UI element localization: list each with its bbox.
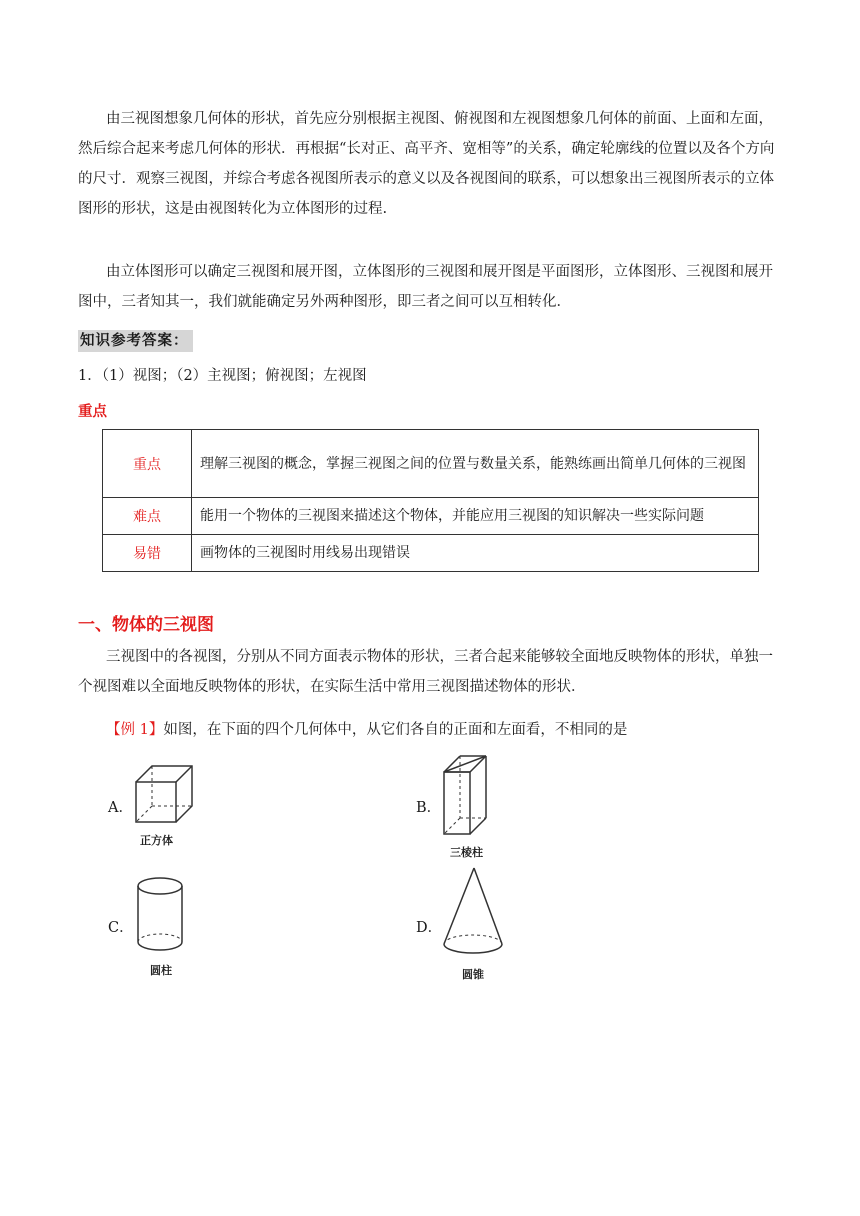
table-row — [103, 535, 759, 572]
option-d-caption: 圆锥 — [462, 968, 484, 981]
row-label: 重点 — [103, 430, 192, 498]
option-c-caption: 圆柱 — [150, 964, 172, 977]
intro-paragraph-1: 由三视图想象几何体的形状，首先应分别根据主视图、俯视图和左视图想象几何体的前面、上面和左面，然后综合起来考虑几何体的形状．再根据“长对正、高平齐、宽相等”的关系，确定轮廓线的位置以及各个方向的尺寸．观察三视图，并综合考虑各视图所表示的意义以及各视图间的联系，可以想象出三视图所表示的立体图形的形状，这是由视图转化为立体图形的过程. — [78, 111, 775, 217]
table-row — [103, 498, 759, 535]
row-content: 能用一个物体的三视图来描述这个物体，并能应用三视图的知识解决一些实际问题 — [192, 498, 759, 535]
table-row — [103, 430, 759, 498]
row-label: 难点 — [103, 498, 192, 535]
row-content: 理解三视图的概念，掌握三视图之间的位置与数量关系，能熟练画出简单几何体的三视图 — [192, 430, 759, 498]
intro-paragraph-2: 由立体图形可以确定三视图和展开图，立体图形的三视图和展开图是平面图形，立体图形、三视图和展开图中，三者知其一，我们就能确定另外两种图形，即三者之间可以互相转化． — [78, 264, 773, 310]
triangular-prism-icon — [440, 752, 496, 840]
cube-icon — [130, 760, 200, 832]
key-points-table — [102, 429, 759, 572]
option-d-letter: D． — [416, 920, 443, 936]
key-points-heading: 重点 — [78, 403, 107, 420]
row-label: 易错 — [103, 535, 192, 572]
section-title: 一、物体的三视图 — [78, 615, 214, 635]
example-tag: 【例 1】 — [106, 722, 164, 738]
cone-icon — [440, 866, 506, 962]
row-content: 画物体的三视图时用线易出现错误 — [192, 535, 759, 572]
cylinder-icon — [134, 874, 190, 956]
option-c-letter: C． — [108, 920, 134, 936]
section-paragraph: 三视图中的各视图，分别从不同方面表示物体的形状，三者合起来能够较全面地反映物体的形状，单独一个视图难以全面地反映物体的形状，在实际生活中常用三视图描述物体的形状． — [78, 649, 773, 695]
knowledge-answer: 1．（1）视图；（2）主视图；俯视图；左视图 — [78, 368, 367, 384]
example-text: 如图，在下面的四个几何体中，从它们各自的正面和左面看，不相同的是 — [163, 722, 628, 738]
knowledge-answer-label: 知识参考答案： — [78, 330, 193, 352]
option-a-letter: A． — [108, 800, 133, 816]
example-question — [106, 718, 627, 739]
option-a-caption: 正方体 — [140, 834, 173, 847]
option-b-caption: 三棱柱 — [450, 846, 483, 859]
option-b-letter: B． — [416, 800, 442, 816]
